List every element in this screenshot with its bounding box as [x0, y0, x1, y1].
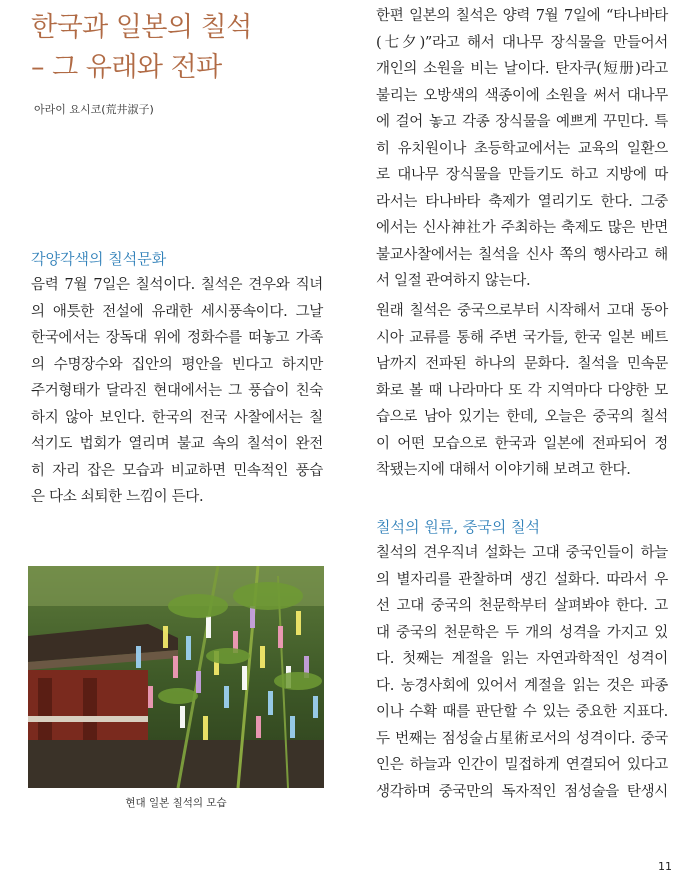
right-paragraph-3 — [376, 540, 668, 805]
text-line: 남까지 전파된 하나의 문화다. 칠석을 민속문 — [376, 356, 668, 372]
author-byline: 아라이 요시코(荒井淑子) — [34, 103, 154, 116]
text-line: 의 애틋한 전설에 유래한 세시풍속이다. 그날 — [31, 303, 323, 320]
right-paragraph-1 — [376, 3, 668, 295]
text-line: 로 대나무 장식물을 만들기도 하고 지방에 따 — [376, 167, 668, 183]
text-line: 하지 않아 보인다. 한국의 전국 사찰에서는 칠 — [31, 409, 323, 426]
text-line: 주거형태가 달라진 현대에서는 그 풍습이 친숙 — [31, 383, 323, 399]
text-line: 대 중국의 천문학은 두 개의 성격을 가지고 있 — [376, 624, 668, 641]
text-line: 개인의 소원을 비는 날이다. 탄자쿠(短册)라고 — [376, 61, 668, 77]
article-title-line-2: – 그 유래와 전파 — [31, 52, 222, 83]
text-line: (七夕)”라고 해서 대나무 장식물을 만들어서 — [376, 34, 668, 51]
text-line: 은 다소 쇠퇴한 느낌이 든다. — [31, 489, 204, 505]
page-number: 11 — [658, 860, 672, 873]
right-paragraph-2 — [376, 298, 668, 484]
text-line: 두 번째는 점성술占星術로서의 성격이다. 중국 — [376, 730, 668, 747]
text-line: 불리는 오방색의 색종이에 소원을 써서 대나무 — [376, 87, 668, 104]
text-line: 습으로 남아 있기는 한데, 오늘은 중국의 칠석 — [376, 409, 668, 425]
text-line: 착됐는지에 대해서 이야기해 보려고 한다. — [376, 462, 631, 478]
article-title-line-1: 한국과 일본의 칠석 — [31, 12, 252, 43]
photo-caption: 현대 일본 칠석의 모습 — [125, 797, 227, 809]
text-line: 히 유치원이나 초등학교에서는 교육의 일환으 — [376, 140, 668, 157]
section-heading-origin: 칠석의 원류, 중국의 칠석 — [376, 518, 540, 536]
left-column-body — [31, 272, 323, 511]
section-heading-culture: 각양각색의 칠석문화 — [31, 250, 167, 268]
text-line: 시아 교류를 통해 주변 국가들, 한국 일본 베트 — [376, 329, 668, 346]
tanabata-photo — [28, 566, 324, 788]
text-line: 다. 첫째는 계절을 읽는 자연과학적인 성격이 — [376, 651, 668, 667]
text-line: 한국에서는 장독대 위에 정화수를 떠놓고 가족 — [31, 330, 323, 346]
text-line: 이나 수확 때를 판단할 수 있는 중요한 지표다. — [376, 704, 668, 720]
text-line: 히 자리 잡은 모습과 비교하면 민속적인 풍습 — [31, 462, 323, 479]
text-line: 원래 칠석은 중국으로부터 시작해서 고대 동아 — [376, 303, 668, 319]
text-line: 서 일절 관여하지 않는다. — [376, 273, 531, 289]
text-line: 화로 볼 때 나라마다 또 각 지역마다 다양한 모 — [376, 382, 668, 399]
text-line: 불교사찰에서는 칠석을 신사 쪽의 행사라고 해 — [376, 246, 668, 263]
text-line: 에서는 신사神社가 주최하는 축제도 많은 반면 — [376, 220, 668, 236]
text-line: 음력 7월 7일은 칠석이다. 칠석은 견우와 직녀 — [31, 277, 323, 293]
tanabata-photo-image — [28, 566, 324, 788]
text-line: 라서는 타나바타 축제가 열리기도 한다. 그중 — [376, 193, 668, 210]
text-line: 의 별자리를 관찰하며 생긴 설화다. 따라서 우 — [376, 571, 668, 588]
text-line: 한편 일본의 칠석은 양력 7월 7일에 “타나바타 — [376, 8, 668, 24]
text-line: 선 고대 중국의 천문학부터 살펴봐야 한다. 고 — [376, 598, 668, 614]
text-line: 에 걸어 놓고 각종 장식물을 예쁘게 꾸민다. 특 — [376, 114, 668, 130]
text-line: 석기도 법회가 열리며 불교 속의 칠석이 완전 — [31, 436, 323, 452]
text-line: 다. 농경사회에 있어서 계절을 읽는 것은 파종 — [376, 677, 668, 694]
text-line: 인은 하늘과 인간이 밀접하게 연결되어 있다고 — [376, 757, 668, 773]
text-line: 칠석의 견우직녀 설화는 고대 중국인들이 하늘 — [376, 545, 668, 561]
text-line: 의 수명장수와 집안의 평안을 빈다고 하지만 — [31, 356, 323, 373]
article-title — [31, 8, 351, 88]
text-line: 이 어떤 모습으로 한국과 일본에 전파되어 정 — [376, 435, 668, 452]
text-line: 생각하며 중국만의 독자적인 점성술을 탄생시 — [376, 783, 668, 800]
